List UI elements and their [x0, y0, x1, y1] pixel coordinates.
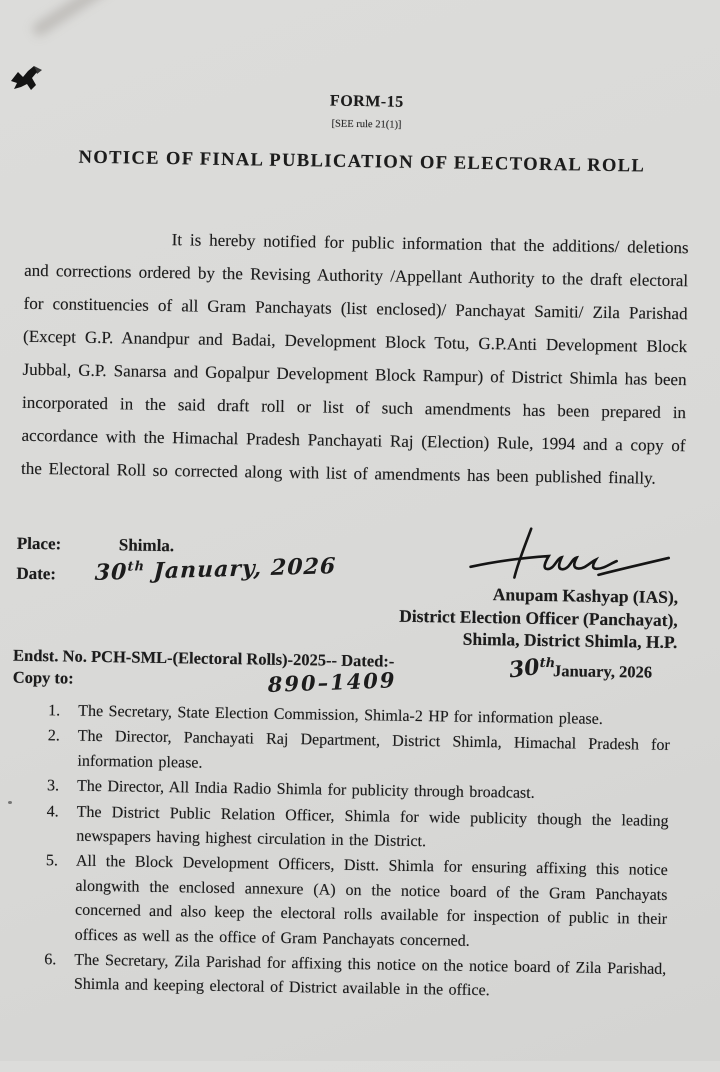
- list-item-number: 1.: [48, 699, 78, 724]
- list-item-text: The District Public Relation Officer, Shimla for wide publicity though the leading newspapers having highest circulation in the District.: [76, 800, 669, 858]
- signature-block: [277, 522, 679, 654]
- list-item-number: 5.: [45, 850, 77, 948]
- rule-reference: [SEE rule 21(1)]: [0, 113, 720, 135]
- list-item-number: 2.: [47, 725, 78, 774]
- list-item-text: The Director, All India Radio Shimla for publicity through broadcast.: [77, 775, 669, 809]
- endorsement-date: 30thJanuary, 2026: [509, 655, 653, 683]
- endorsement-block: [13, 646, 690, 699]
- copy-to-label: Copy to:: [13, 668, 689, 699]
- list-item-number: 3.: [47, 774, 77, 799]
- list-item-number: 4.: [46, 800, 77, 849]
- document-title: NOTICE OF FINAL PUBLICATION OF ELECTORAL ROLL: [0, 146, 719, 178]
- signatory-name: Anupam Kashyap (IAS),: [278, 580, 678, 609]
- list-item: [46, 800, 669, 859]
- form-number-heading: FORM-15: [0, 87, 720, 116]
- list-item: [47, 725, 670, 784]
- notice-body-paragraph: It is hereby notified for public information that the additions/ deletions and corrections ordered by the Revising Authority /Appellant Authority to the draft electoral for constituencies of all Gram Panchayats (list enclosed)/ Panchayat Samiti/ Zila Parishad (Except G.P. Anandpur and Badai, Development Block Totu, G.P.Anti Development Block Jubbal, G.P. Sanarsa and Gopalpur Development Block Rampur) of District Shimla has been incorporated in the said draft roll or list of such amendments has been prepared in accordance with the Himachal Pradesh Panchayati Raj (Election) Rule, 1994 and a copy of the Electoral Roll so corrected along with list of amendments has been published finally.: [21, 221, 689, 495]
- list-item-text: The Director, Panchayati Raj Department, District Shimla, Himachal Pradesh for information please.: [77, 725, 670, 783]
- handwritten-dispatch-numbers: 890–1409: [267, 667, 397, 697]
- place-label: Place:: [17, 534, 95, 555]
- copy-to-list: [44, 699, 671, 1008]
- list-item-number: 6.: [44, 948, 75, 997]
- handwritten-day: 30: [507, 654, 541, 684]
- signatory-location: Shimla, District Shimla, H.P.: [277, 625, 677, 654]
- signature-scribble: [462, 525, 673, 584]
- date-label: Date:: [16, 564, 94, 585]
- list-item-text: The Secretary, Zila Parishad for affixing this notice on the notice board of Zila Parishad, Shimla and keeping electoral of District available in the office.: [74, 949, 667, 1007]
- place-value: Shimla.: [95, 535, 175, 556]
- list-item: [45, 850, 668, 957]
- handwritten-date: 30th January, 2026: [94, 553, 336, 586]
- list-item-text: All the Block Development Officers, Distt. Shimla for ensuring affixing this notice alongwith the enclosed annexure (A) on the notice board of the Gram Panchayats concerned and also keep the electoral rolls available for inspection of public in their offices as well as the office of Gram Panchayats concerned.: [75, 850, 668, 957]
- endorsement-date-rest: January, 2026: [553, 661, 652, 682]
- signatory-designation: District Election Officer (Panchayat),: [278, 602, 678, 631]
- list-item: [44, 948, 667, 1007]
- endorsement-number-line: Endst. No. PCH-SML-(Electoral Rolls)-2025-- Dated:-: [13, 646, 689, 677]
- list-item-text: The Secretary, State Election Commission, Shimla-2 HP for information please.: [78, 700, 670, 734]
